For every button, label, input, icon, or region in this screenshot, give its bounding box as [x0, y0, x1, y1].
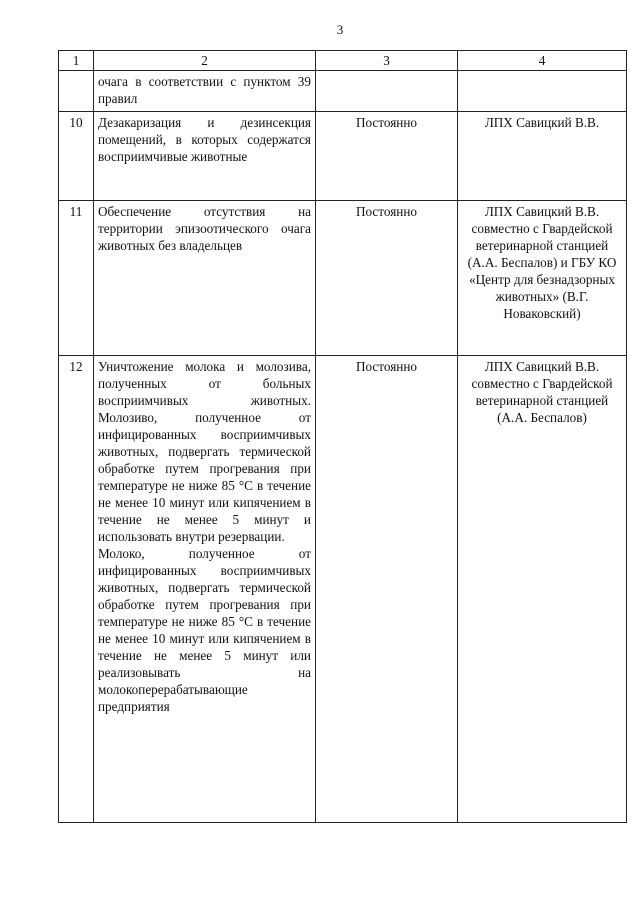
measures-table: [58, 50, 627, 823]
row-number: [59, 71, 94, 112]
header-col-1: 1: [59, 51, 94, 71]
row-number: 12: [59, 356, 94, 823]
row-period: Постоянно: [316, 356, 458, 823]
measure-text: Обеспечение отсутствия на территории эпизоотического очага животных без владельцев: [98, 204, 311, 253]
header-col-2: 2: [94, 51, 316, 71]
row-executor: [458, 71, 627, 112]
measure-text: Дезакаризация и дезинсекция помещений, в которых содержатся восприимчивые животные: [98, 115, 311, 164]
row-measure: [94, 112, 316, 201]
table-header-row: [59, 51, 627, 71]
row-executor: ЛПХ Савицкий В.В. совместно с Гвардейской ветеринарной станцией (А.А. Беспалов): [458, 356, 627, 823]
header-col-3: 3: [316, 51, 458, 71]
row-measure: [94, 71, 316, 112]
measure-text: очага в соответствии с пунктом 39 правил: [98, 74, 311, 106]
row-period: Постоянно: [316, 112, 458, 201]
row-period: Постоянно: [316, 201, 458, 356]
table-row: [59, 356, 627, 823]
row-measure: [94, 356, 316, 823]
table-row: [59, 71, 627, 112]
row-number: 11: [59, 201, 94, 356]
table-row: [59, 112, 627, 201]
table-row: [59, 201, 627, 356]
header-col-4: 4: [458, 51, 627, 71]
row-executor: ЛПХ Савицкий В.В. совместно с Гвардейской ветеринарной станцией (А.А. Беспалов) и ГБУ КО «Центр для безнадзорных животных» (В.Г. Новаковский): [458, 201, 627, 356]
measure-text: Уничтожение молока и молозива, полученных от больных восприимчивых животных. Молозиво, полученное от инфицированных восприимчивых животных, подвергать термической обработке путем прогревания при температуре не ниже 85 °С в течение не менее 10 минут или кипячением в течение не менее 5 минут и использовать внутри резервации.: [98, 359, 311, 544]
measure-text: Молоко, полученное от инфицированных восприимчивых животных, подвергать термической обработке путем прогревания при температуре не ниже 85 °С в течение не менее 10 минут или кипячением в течение не менее 5 минут или реализовывать на молокоперерабатывающие предприятия: [98, 546, 311, 714]
page-number: 3: [336, 22, 344, 37]
row-executor: ЛПХ Савицкий В.В.: [458, 112, 627, 201]
row-measure: [94, 201, 316, 356]
row-period: [316, 71, 458, 112]
row-number: 10: [59, 112, 94, 201]
